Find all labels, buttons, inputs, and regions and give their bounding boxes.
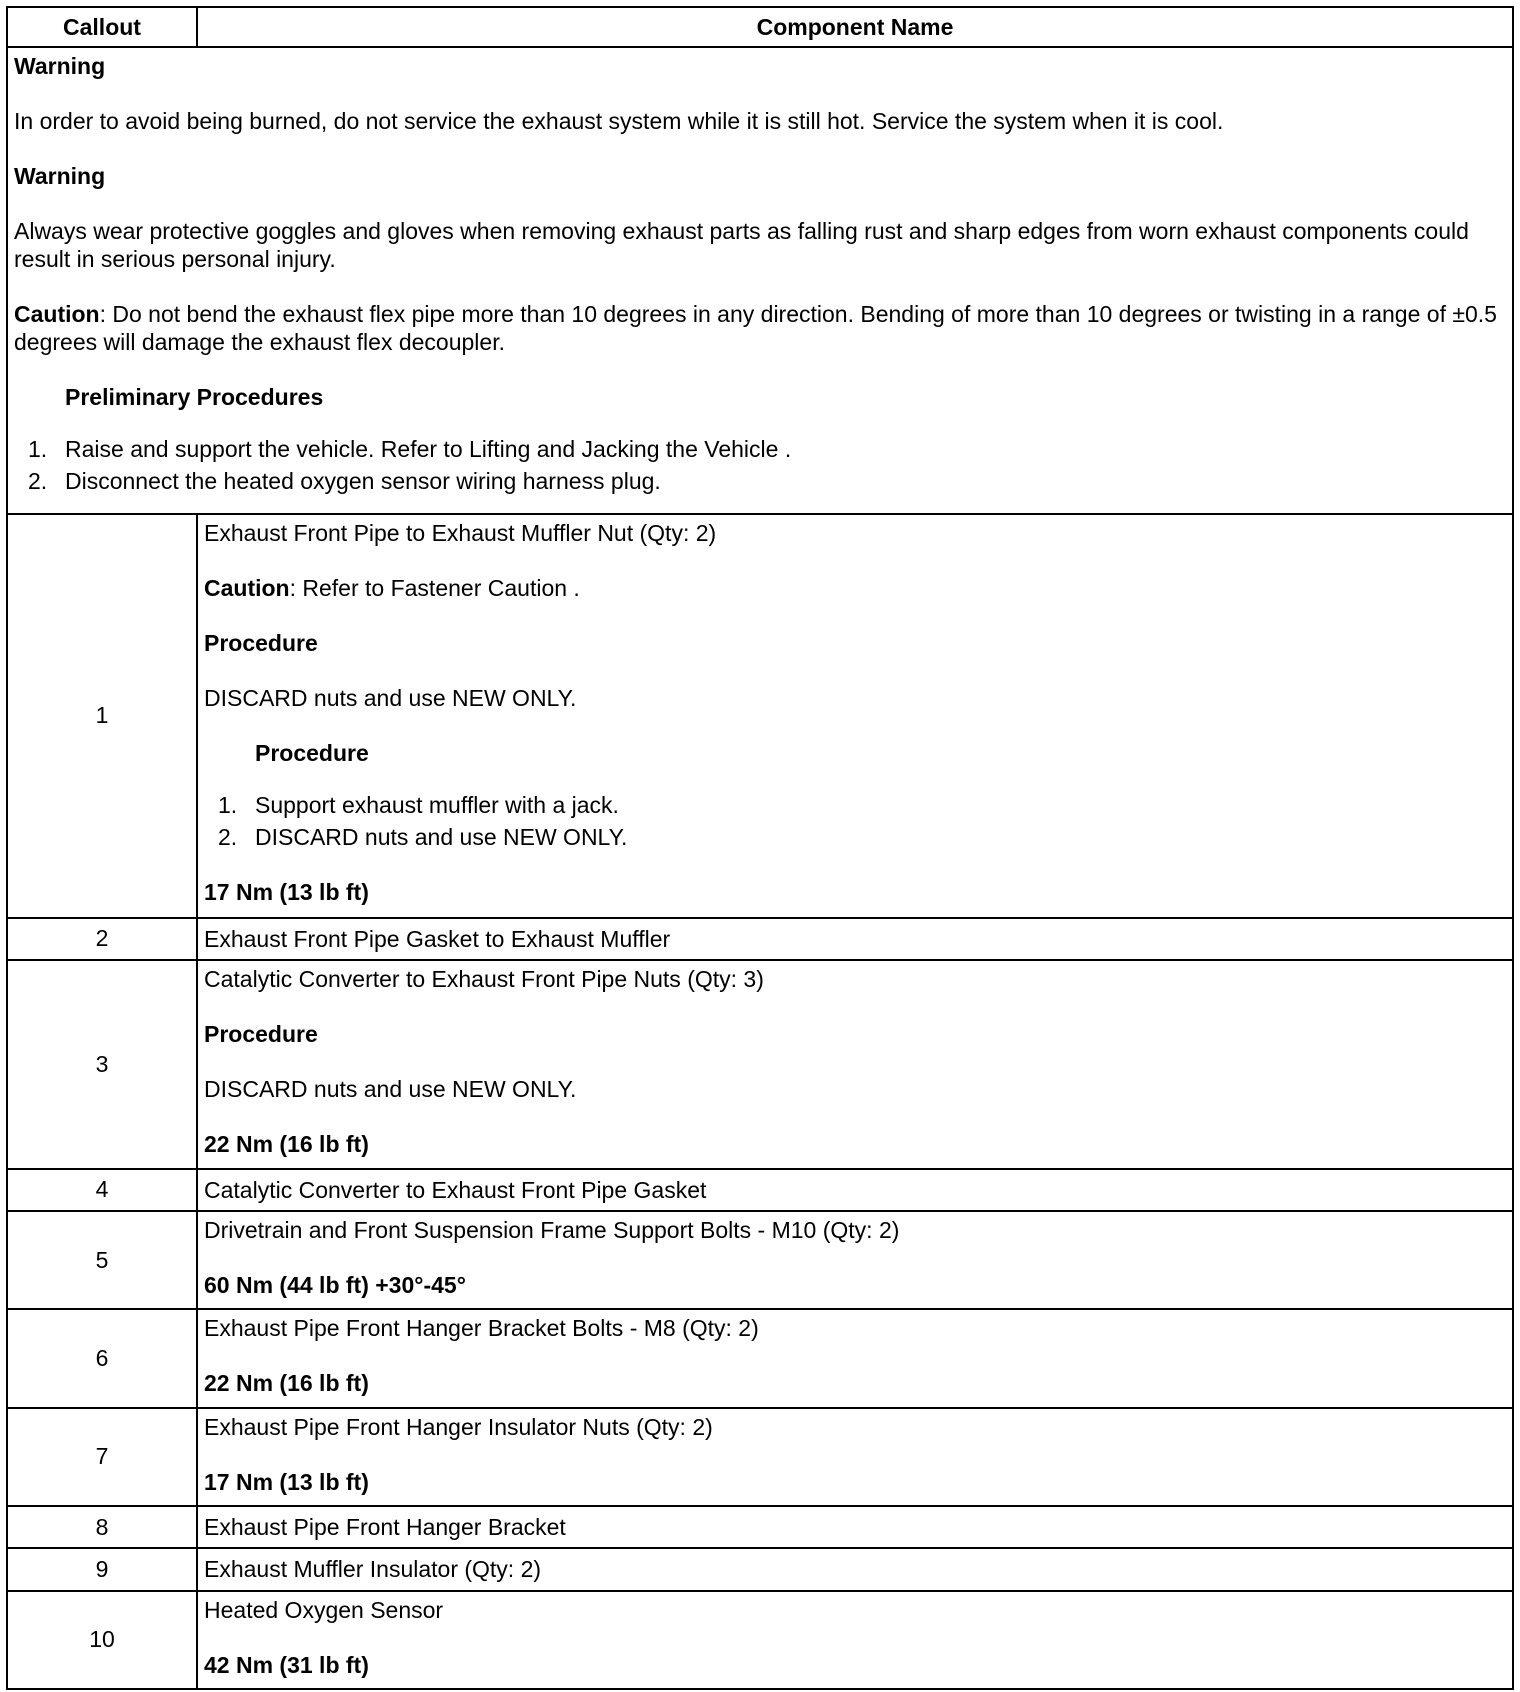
torque-spec: 42 Nm (31 lb ft) [204,1651,369,1678]
component-name: Exhaust Front Pipe Gasket to Exhaust Muffler [204,925,671,952]
callout-header: Callout [7,7,197,47]
table-row [7,1506,1513,1548]
step-text: Raise and support the vehicle. Refer to Lifting and Jacking the Vehicle . [65,436,792,463]
component-cell [197,1408,1513,1506]
sub-procedure-title: Procedure [255,740,369,767]
table-row [7,918,1513,960]
callout-number: 1 [7,514,197,918]
component-cell [197,1211,1513,1309]
step-number: 2. [28,468,48,495]
table-row [7,514,1513,918]
step-text: Support exhaust muffler with a jack. [255,792,619,819]
component-name: Exhaust Muffler Insulator (Qty: 2) [204,1556,542,1583]
table-row [7,1169,1513,1211]
component-name-header: Component Name [197,7,1513,47]
callout-number: 6 [7,1309,197,1407]
table-row [7,1211,1513,1309]
caution-text: : Refer to Fastener Caution . [289,575,580,602]
component-table [6,6,1514,1690]
torque-spec: 60 Nm (44 lb ft) +30°-45° [204,1271,466,1298]
procedure-text: DISCARD nuts and use NEW ONLY. [204,685,577,712]
callout-number: 8 [7,1506,197,1548]
intro-cell [7,47,1513,514]
step-text: Disconnect the heated oxygen sensor wiring harness plug. [65,468,661,495]
step-number: 2. [218,824,238,851]
component-cell [197,1309,1513,1407]
caution-text: : Do not bend the exhaust flex pipe more than 10 degrees in any direction. Bending of more than 10 degrees or twisting in a range of ±0.5 degrees will damage the exhaust flex decoupler. [14,301,1497,356]
warning-text: Always wear protective goggles and gloves when removing exhaust parts as falling rust and sharp edges from worn exhaust components could result in serious personal injury. [14,218,1469,273]
step-text: DISCARD nuts and use NEW ONLY. [255,824,628,851]
component-cell [197,960,1513,1169]
caution-label: Caution [14,301,100,328]
component-cell [197,1548,1513,1590]
warning-title: Warning [14,163,106,190]
component-name: Drivetrain and Front Suspension Frame Support Bolts - M10 (Qty: 2) [204,1216,900,1243]
torque-spec: 17 Nm (13 lb ft) [204,1468,369,1495]
callout-number: 5 [7,1211,197,1309]
callout-number: 7 [7,1408,197,1506]
callout-number: 2 [7,918,197,960]
table-row [7,1548,1513,1590]
warning-text: In order to avoid being burned, do not service the exhaust system while it is still hot. Service the system when it is cool. [14,108,1224,135]
warning-title: Warning [14,53,106,80]
table-row [7,960,1513,1169]
list-item [204,791,1512,819]
torque-spec: 22 Nm (16 lb ft) [204,1130,369,1157]
step-number: 1. [218,792,238,819]
table-row [7,1309,1513,1407]
torque-spec: 17 Nm (13 lb ft) [204,879,369,906]
component-cell [197,918,1513,960]
caution-label: Caution [204,575,290,602]
callout-number: 10 [7,1591,197,1689]
component-name: Catalytic Converter to Exhaust Front Pipe Nuts (Qty: 3) [204,965,764,992]
list-item [14,435,1506,463]
component-name: Exhaust Pipe Front Hanger Bracket [204,1514,566,1541]
component-cell [197,514,1513,918]
list-item [204,823,1512,851]
procedure-text: DISCARD nuts and use NEW ONLY. [204,1075,577,1102]
table-header-row [7,7,1513,47]
preliminary-steps-list [14,435,1506,495]
component-name: Exhaust Pipe Front Hanger Insulator Nuts (Qty: 2) [204,1413,713,1440]
component-cell [197,1506,1513,1548]
component-cell [197,1591,1513,1689]
step-number: 1. [28,436,48,463]
callout-number: 3 [7,960,197,1169]
procedure-title: Procedure [204,630,318,657]
torque-spec: 22 Nm (16 lb ft) [204,1370,369,1397]
component-name: Exhaust Pipe Front Hanger Bracket Bolts - M8 (Qty: 2) [204,1315,759,1342]
table-row [7,1591,1513,1689]
caution-note [204,574,1512,602]
component-name: Catalytic Converter to Exhaust Front Pipe Gasket [204,1176,707,1203]
table-row [7,1408,1513,1506]
caution-note [14,300,1506,356]
intro-row [7,47,1513,514]
list-item [14,467,1506,495]
callout-number: 4 [7,1169,197,1211]
procedure-title: Procedure [204,1020,318,1047]
callout-number: 9 [7,1548,197,1590]
component-cell [197,1169,1513,1211]
component-name: Heated Oxygen Sensor [204,1596,444,1623]
procedure-steps-list [204,791,1512,851]
component-name: Exhaust Front Pipe to Exhaust Muffler Nut (Qty: 2) [204,520,717,547]
preliminary-procedures-title: Preliminary Procedures [65,384,324,411]
